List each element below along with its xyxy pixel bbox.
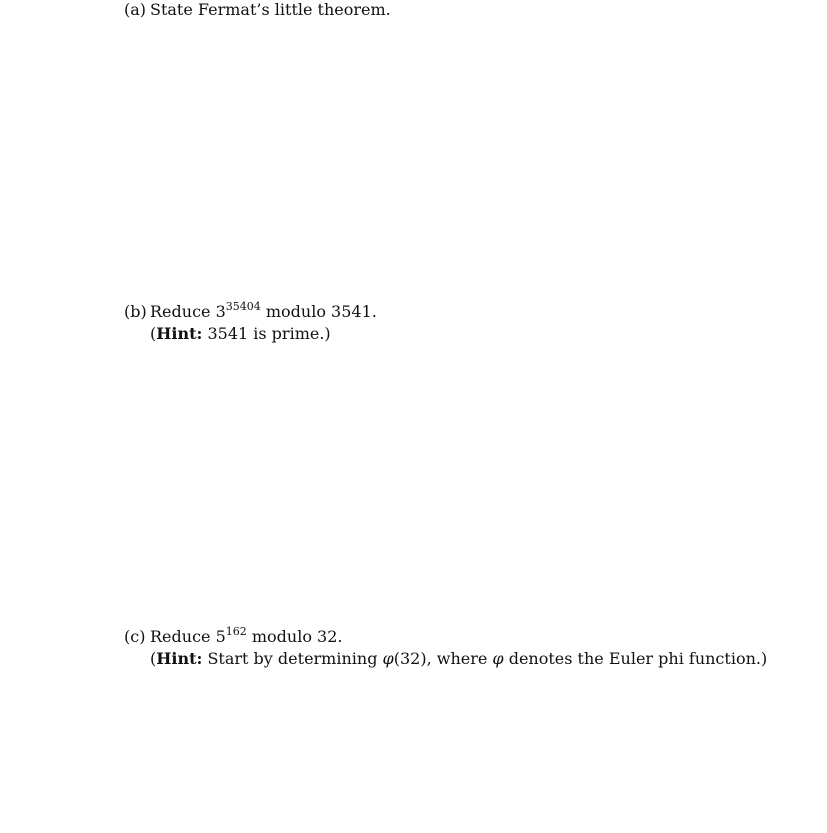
part-c-text-before: Reduce 5 xyxy=(150,627,226,646)
problem-part-c xyxy=(124,626,767,670)
problem-part-b xyxy=(124,301,377,345)
part-c-phi-symbol: φ xyxy=(382,649,394,668)
part-a-statement xyxy=(124,0,391,21)
part-c-hint-word: Hint: xyxy=(156,649,203,668)
part-b-hint xyxy=(124,323,377,345)
part-b-hint-open: ( xyxy=(150,324,157,343)
part-b-text-before: Reduce 3 xyxy=(150,302,226,321)
part-b-label: (b) xyxy=(124,302,147,321)
part-c-hint xyxy=(124,648,767,670)
part-c-statement xyxy=(124,626,767,648)
part-b-exponent: 35404 xyxy=(225,300,261,313)
part-c-exponent: 162 xyxy=(225,625,247,638)
part-c-label: (c) xyxy=(124,627,146,646)
part-c-hint-open: ( xyxy=(150,649,157,668)
part-a-label: (a) xyxy=(124,0,147,19)
part-b-hint-text: 3541 is prime.) xyxy=(202,324,331,343)
part-b-statement xyxy=(124,301,377,323)
part-b-text-after: modulo 3541. xyxy=(260,302,377,321)
part-c-phi-symbol-2: φ xyxy=(492,649,504,668)
part-b-hint-word: Hint: xyxy=(156,324,203,343)
part-c-text-after: modulo 32. xyxy=(246,627,343,646)
part-a-text: State Fermat’s little theorem. xyxy=(150,0,391,19)
part-c-hint-text-2: (32), where xyxy=(393,649,493,668)
part-c-hint-text-1: Start by determining xyxy=(202,649,383,668)
problem-part-a xyxy=(124,0,391,21)
part-c-hint-text-3: denotes the Euler phi function.) xyxy=(503,649,768,668)
